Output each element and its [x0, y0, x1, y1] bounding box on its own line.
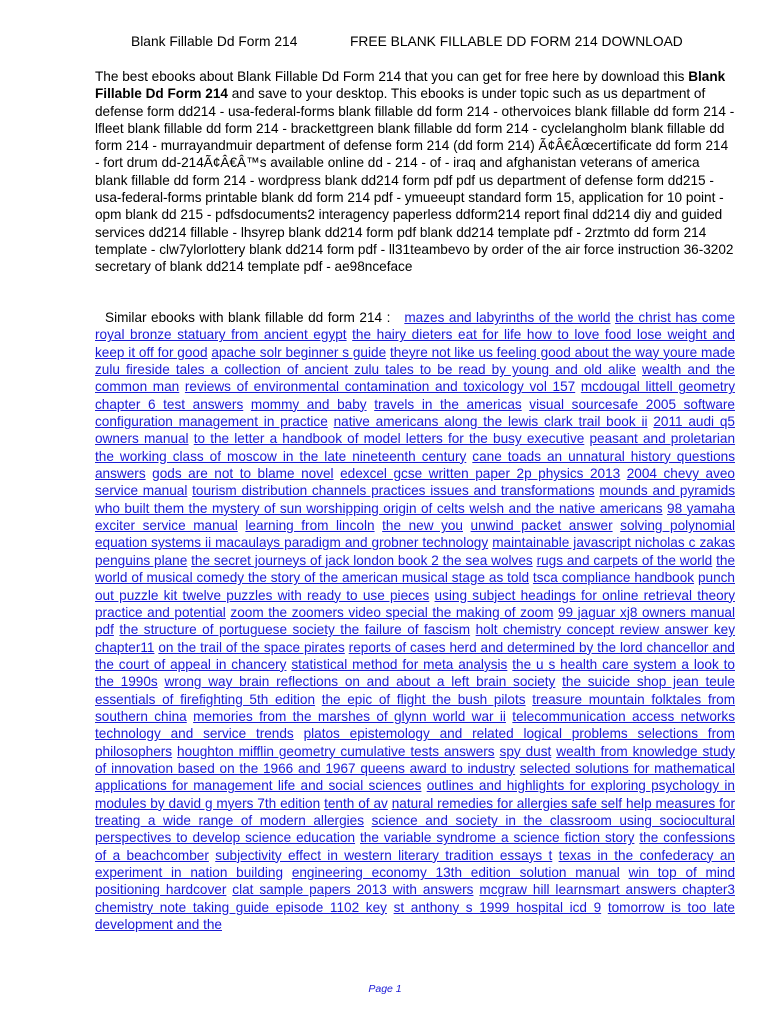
ebook-link[interactable]: wrong way brain reflections on and about a left brain society	[164, 674, 556, 690]
ebook-link[interactable]: essentials of firefighting 5th edition	[95, 691, 316, 707]
header-download-title: FREE BLANK FILLABLE DD FORM 214 DOWNLOAD	[350, 34, 683, 49]
ebook-link[interactable]: the hairy dieters eat for life how to love food lose weight and keep it off for good	[95, 327, 735, 360]
ebook-link[interactable]: mounds and pyramids who built them the mystery of sun worshipping origin of celts welsh and the native americans	[95, 483, 736, 516]
ebook-link[interactable]: holt chemistry concept review answer key chapter11	[95, 622, 736, 655]
ebook-link[interactable]: engineering economy 13th edition solution manual	[291, 865, 620, 880]
ebook-link[interactable]: the new you	[382, 518, 463, 534]
ebook-link[interactable]: mazes and labyrinths of the world	[404, 310, 611, 325]
ebook-link[interactable]: maintainable javascript nicholas c zakas	[492, 535, 735, 551]
ebook-link[interactable]: royal bronze statuary from ancient egypt	[95, 327, 347, 343]
ebook-link[interactable]: selected solutions for mathematical applications for management life and social sciences	[95, 760, 735, 794]
ebook-link[interactable]: mcdougal littell geometry chapter 6 test answers	[95, 379, 735, 412]
ebook-link[interactable]: to the letter a handbook of model letters for the busy executive	[193, 431, 585, 447]
ebook-link[interactable]: memories from the marshes of glynn world war ii	[193, 708, 506, 724]
ebook-link[interactable]: chemistry note taking guide episode 1102 key	[95, 899, 387, 915]
ebook-link[interactable]: cane toads an unnatural history questions answers	[95, 448, 735, 482]
ebook-link[interactable]: apache solr beginner s guide	[211, 344, 387, 360]
ebook-link[interactable]: punch out puzzle kit twelve puzzles with ready to use pieces	[95, 570, 735, 603]
ebook-link[interactable]: st anthony s 1999 hospital icd 9	[393, 899, 602, 915]
ebook-link[interactable]: 2011 audi q5 owners manual	[95, 414, 735, 447]
ebook-link[interactable]: theyre not like us feeling good about the way youre made	[389, 344, 736, 360]
ebook-link[interactable]: mommy and baby	[250, 396, 367, 412]
ebook-link[interactable]: the secret journeys of jack london book 2 the sea wolves	[191, 552, 533, 568]
ebook-link[interactable]: zoom the zoomers video special the making of zoom	[230, 604, 554, 620]
ebook-link[interactable]: native americans along the lewis clark trail book ii	[333, 414, 648, 430]
ebook-link[interactable]: penguins plane	[95, 552, 188, 568]
ebook-link[interactable]: reports of cases herd and determined by the lord chancellor and the court of appeal in chancery	[95, 639, 735, 672]
ebook-link[interactable]: outlines and highlights for exploring psychology in modules by david g myers 7th edition	[95, 778, 735, 811]
ebook-link[interactable]: on the trail of the space pirates	[158, 639, 345, 655]
ebook-link[interactable]: peasant and proletarian the working class of moscow in the late nineteenth century	[95, 431, 736, 464]
ebook-link[interactable]: natural remedies for allergies safe self help measures for treating a wide range of modern allergies	[95, 795, 735, 828]
intro-text-start: The best ebooks about Blank Fillable Dd Form 214 that you can get for free here by download this	[95, 69, 689, 84]
ebook-link[interactable]: platos epistemology and related logical problems selections from philosophers	[95, 726, 735, 759]
page-number: Page 1	[368, 983, 402, 995]
ebook-link[interactable]: wealth and the common man	[95, 362, 735, 395]
ebook-link[interactable]: clat sample papers 2013 with answers	[232, 882, 474, 898]
ebook-link[interactable]: subjectivity effect in western literary tradition essays t	[215, 847, 553, 863]
ebook-link[interactable]: reviews of environmental contamination and toxicology vol 157	[184, 379, 576, 395]
ebook-link[interactable]: houghton mifflin geometry cumulative tests answers	[177, 743, 495, 759]
intro-paragraph	[95, 68, 735, 276]
ebook-link[interactable]: 2004 chevy aveo service manual	[95, 466, 735, 499]
ebook-link[interactable]: tenth of av	[324, 795, 388, 811]
ebook-link[interactable]: the structure of portuguese society the failure of fascism	[119, 622, 471, 638]
ebook-link[interactable]: using subject headings for online retrieval theory practice and potential	[95, 587, 735, 620]
ebook-link[interactable]: win top of mind positioning hardcover	[95, 865, 736, 898]
ebook-link[interactable]: unwind packet answer	[470, 518, 613, 534]
ebook-link[interactable]: treasure mountain folktales from southern china	[95, 691, 736, 724]
page-header	[0, 34, 770, 54]
ebook-link[interactable]: spy dust	[499, 743, 552, 759]
ebook-link[interactable]: tsca compliance handbook	[532, 570, 695, 586]
ebook-link[interactable]: the christ has come	[614, 310, 735, 325]
ebook-link[interactable]: gods are not to blame novel	[152, 466, 334, 482]
ebook-link[interactable]: wealth from knowledge study of innovation based on the 1966 and 1967 queens award to industry	[95, 743, 736, 776]
ebook-link[interactable]: solving polynomial equation systems ii macaulays paradigm and grobner technology	[95, 518, 736, 551]
ebook-link[interactable]: the u s health care system a look to the 1990s	[95, 656, 735, 690]
ebook-link[interactable]: the world of musical comedy the story of the american musical stage as told	[95, 552, 736, 586]
ebook-link[interactable]: zulu fireside tales a collection of ancient zulu tales to be read by young and old alike	[95, 362, 636, 378]
intro-text-rest: and save to your desktop. This ebooks is under topic such as us department of defense form dd214 - usa-federal-forms blank fillable dd form 214 - othervoices blank fillable dd form 214 - lfleet blank fillable dd form 214 - brackettgreen blank fillable dd form 214 - cyclelangholm blank fillable dd form 214 - murrayandmuir department of defense form 214 (dd form 214) Ã¢Â€Âœcertificate dd form 214 - fort drum dd-214Ã¢Â€Â™s available online dd - 214 - of - iraq and afghanistan veterans of america blank fillable dd form 214 - wordpress blank dd214 form pdf pdf us department of defense form dd215 - usa-federal-forms printable blank dd form 214 pdf - ymueeupt standard form 15, application for 10 point - opm blank dd 215 - pdfsdocuments2 interagency paperless ddform214 report final dd214 diy and guided services dd214 fillable - lhsyrep blank dd214 form pdf blank dd214 template pdf - 2rztmto dd form 214 template - clw7ylorlottery blank dd214 form pdf - ll31teambevo by order of the air force instruction 36-3202 secretary of blank dd214 template pdf - ae98nceface	[95, 86, 735, 275]
ebook-link[interactable]: tomorrow is too late development and the	[95, 899, 735, 933]
header-title: Blank Fillable Dd Form 214	[131, 34, 298, 49]
ebook-link[interactable]: 98 yamaha exciter service manual	[95, 500, 736, 534]
ebook-link[interactable]: travels in the americas	[374, 396, 522, 412]
ebook-link[interactable]: science and society in the classroom using sociocultural perspectives to develop science education	[95, 812, 736, 846]
intro-bold-title: Blank Fillable Dd Form 214	[95, 69, 726, 102]
ebook-link[interactable]: learning from lincoln	[245, 518, 375, 534]
ebook-link[interactable]: edexcel gcse written paper 2p physics 2013	[340, 466, 621, 482]
ebook-link[interactable]: telecommunication access networks technology and service trends	[95, 708, 736, 742]
ebook-link[interactable]: the suicide shop jean teule	[562, 674, 735, 690]
ebook-link[interactable]: texas in the confederacy an experiment in nation building	[95, 847, 735, 880]
ebook-link[interactable]: the variable syndrome a science fiction story	[360, 830, 635, 846]
ebook-link[interactable]: 99 jaguar xj8 owners manual pdf	[95, 604, 735, 638]
ebook-link[interactable]: tourism distribution channels practices issues and transformations	[192, 483, 595, 499]
ebook-link[interactable]: statistical method for meta analysis	[291, 656, 508, 672]
similar-lead-text: Similar ebooks with blank fillable dd form 214 :	[105, 310, 391, 325]
ebook-link[interactable]: the confessions of a beachcomber	[95, 830, 735, 863]
ebook-link[interactable]: rugs and carpets of the world	[536, 552, 713, 568]
similar-ebooks-paragraph	[95, 309, 735, 933]
ebook-link[interactable]: mcgraw hill learnsmart answers chapter3	[479, 882, 735, 898]
ebook-link[interactable]: the epic of flight the bush pilots	[321, 691, 526, 707]
ebook-link[interactable]: visual sourcesafe 2005 software configuration management in practice	[95, 396, 735, 430]
